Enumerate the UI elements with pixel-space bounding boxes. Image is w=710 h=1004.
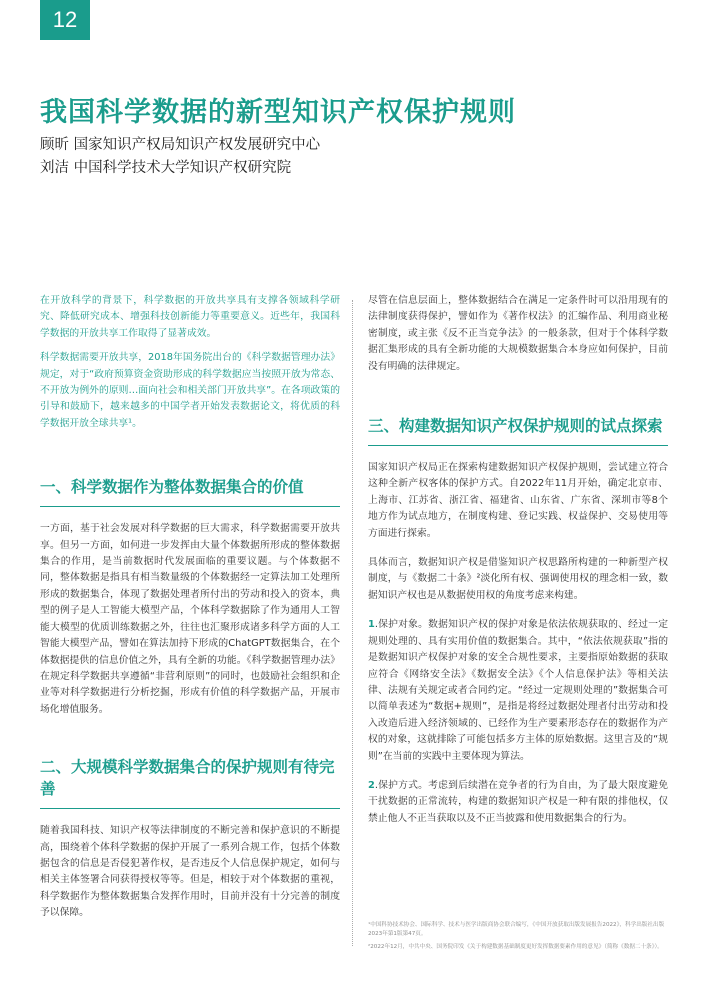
footnote: ¹中国科协技术协会、国际科学、技术与医学出版商协会联合编写，《中国开放获取出版发展报告2022》，科学出版社出版2023年第1版第47页。 <box>368 922 665 937</box>
point-protection-object <box>368 617 668 765</box>
point-number: 2 <box>368 779 375 791</box>
author-line-2: 刘洁 中国科学技术大学知识产权研究院 <box>40 160 292 176</box>
left-column <box>40 293 340 935</box>
section-3-paragraph: 具体而言，数据知识产权是借鉴知识产权思路所构建的一种新型产权制度，与《数据二十条》²淡化所有权、强调使用权的理念相一致，数据知识产权也是从数据使用权的角度考虑来构建。 <box>368 557 668 601</box>
footnote: ²2022年12月，中共中央、国务院印发《关于构建数据基础制度更好发挥数据要素作用的意见》（简称《数据二十条》）。 <box>368 944 663 950</box>
intro-paragraph: 科学数据需要开放共享，2018年国务院出台的《科学数据管理办法》规定，对于“政府预算资金资助形成的科学数据应当按照开放为常态、不开放为例外的原则…面向社会和相关部门开放共享”。在各项政策的引导和鼓励下，越来越多的中国学者开始发表数据论文，将优质的科学数据开放全球共享¹。 <box>40 352 340 429</box>
column-divider <box>352 300 353 946</box>
point-text: .保护方式。考虑到后续潜在竞争者的行为自由，为了最大限度避免干扰数据的正常流转，构建的数据知识产权是一种有限的排他权，仅禁止他人不正当获取以及不正当披露和使用数据集合的行为。 <box>368 779 668 824</box>
point-text: .保护对象。数据知识产权的保护对象是依法依规获取的、经过一定规则处理的、具有实用价值的数据集合。其中，“依法依规获取”指的是数据知识产权保护对象的安全合规性要求，主要指原始数据的获取应符合《网络安全法》《数据安全法》《个人信息保护法》等相关法律、法规有关规定或者合同约定。“经过一定规则处理的”数据集合可以简单表述为“数据+规则”，是指是将经过数据处理者付出劳动和投入改造后进入经济领域的、已经作为生产要素形态存在的数据作为产权的对象，这就排除了可能包括多方主体的原始数据。这里言及的“规则”在当前的实践中主要体现为算法。 <box>368 619 668 762</box>
section-2-paragraph: 随着我国科技、知识产权等法律制度的不断完善和保护意识的不断提高，围绕着个体科学数据的保护开展了一系列合规工作，包括个体数据包含的信息是否侵犯著作权，是否违反个人信息保护规定，如何与相关主体签署合同获得授权等等。但是，相较于对个体数据的重视，科学数据作为整体数据集合发挥作用时，目前并没有十分完善的制度予以保障。 <box>40 825 340 919</box>
section-2-heading: 二、大规模科学数据集合的保护规则有待完善 <box>40 756 340 809</box>
section-3-paragraph: 国家知识产权局正在探索构建数据知识产权保护规则，尝试建立符合这种全新产权客体的保护方式。自2022年11月开始，确定北京市、上海市、江苏省、浙江省、福建省、山东省、广东省、深圳市等8个地方作为试点地方，在制度构建、登记实践、权益保护、交易使用等方面进行探索。 <box>368 462 668 539</box>
footnotes <box>368 921 668 956</box>
continued-paragraph: 尽管在信息层面上，整体数据结合在满足一定条件时可以沿用现有的法律制度获得保护，譬如作为《著作权法》的汇编作品、利用商业秘密制度，或主张《反不正当竞争法》的一般条款，但对于个体科学数据汇集形成的具有全新功能的大规模数据集合本身应如何保护，目前没有明确的法律规定。 <box>368 295 668 372</box>
section-3-heading: 三、构建数据知识产权保护规则的试点探索 <box>368 415 668 446</box>
point-number: 1 <box>368 619 375 631</box>
section-1-paragraph: 一方面，基于社会发展对科学数据的巨大需求，科学数据需要开放共享。但另一方面，如何进一步发挥由大量个体数据所形成的整体数据集合的作用，是当前数据时代发展面临的重要议题。与个体数据不同，整体数据是指具有相当数量级的个体数据经一定算法加工处理所形成的数据集合，体现了数据处理者所付出的劳动和投入的资本，典型的例子是人工智能大模型产品，个体科学数据除了作为通用人工智能大模型的优质训练数据之外，往往也汇聚形成诸多科学方面的人工智能大模型产品，譬如在算法加持下形成的ChatGPT数据集合，在个体数据提供的信息价值之外，具有全新的功能。《科学数据管理办法》在规定科学数据共享遵循“非营利原则”的同时，也鼓励社会组织和企业等对科学数据进行分析挖掘，形成有价值的科学数据产品，开展市场化增值服务。 <box>40 523 340 715</box>
article-title: 我国科学数据的新型知识产权保护规则 <box>40 97 516 128</box>
author-line-1: 顾昕 国家知识产权局知识产权发展研究中心 <box>40 137 321 153</box>
section-1-heading: 一、科学数据作为整体数据集合的价值 <box>40 476 340 507</box>
point-protection-method <box>368 778 668 827</box>
page-number-badge: 12 <box>40 0 90 40</box>
intro-paragraph: 在开放科学的背景下，科学数据的开放共享具有支撑各领域科学研究、降低研究成本、增强科技创新能力等重要意义。近些年，我国科学数据的开放共享工作取得了显著成效。 <box>40 295 340 339</box>
right-column <box>368 293 668 840</box>
